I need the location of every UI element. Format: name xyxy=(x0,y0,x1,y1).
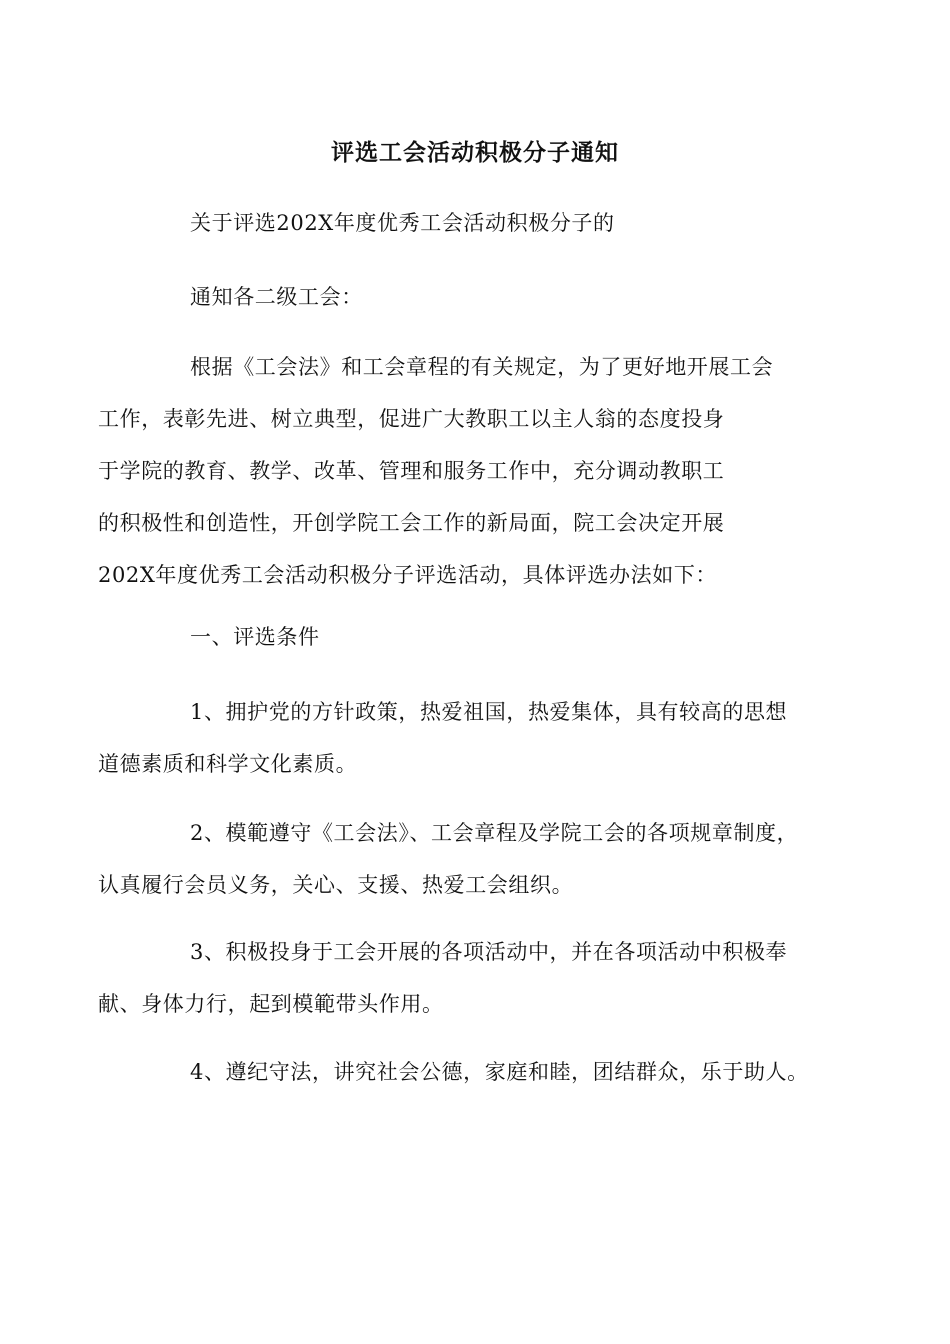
criteria-item-4 xyxy=(144,1046,814,1098)
paragraph-line: 根据《工会法》和工会章程的有关规定，为了更好地开展工会 xyxy=(190,355,774,379)
paragraph-line: 一、评选条件 xyxy=(190,625,320,649)
paragraph-subject xyxy=(144,197,814,249)
paragraph-line: 于学院的教育、教学、改革、管理和服务工作中，充分调动教职工 xyxy=(98,459,725,483)
paragraph-line: 关于评选202X年度优秀工会活动积极分子的 xyxy=(190,211,615,235)
paragraph-salutation xyxy=(144,271,814,323)
section-heading-criteria xyxy=(144,611,814,663)
document-title: 评选工会活动积极分子通知 xyxy=(331,139,619,166)
paragraph-line: 道德素质和科学文化素质。 xyxy=(98,752,358,776)
paragraph-line: 的积极性和创造性，开创学院工会工作的新局面，院工会决定开展 xyxy=(98,511,725,535)
paragraph-line: 4、遵纪守法，讲究社会公德，家庭和睦，团结群众，乐于助人。 xyxy=(190,1060,809,1084)
paragraph-line: 献、身体力行，起到模範带头作用。 xyxy=(98,992,444,1016)
paragraph-line: 3、积极投身于工会开展的各项活动中，并在各项活动中积极奉 xyxy=(190,940,788,964)
paragraph-line: 通知各二级工会： xyxy=(190,285,363,309)
criteria-item-1 xyxy=(98,686,814,790)
paragraph-line: 1、拥护党的方针政策，热爱祖国，热爱集体，具有较高的思想 xyxy=(190,700,788,724)
criteria-item-2 xyxy=(98,807,814,911)
paragraph-line: 2、模範遵守《工会法》、工会章程及学院工会的各项规章制度， xyxy=(190,821,799,845)
paragraph-body xyxy=(98,341,814,601)
paragraph-line: 202X年度优秀工会活动积极分子评选活动，具体评选办法如下： xyxy=(98,563,718,587)
paragraph-line: 工作，表彰先进、树立典型，促进广大教职工以主人翁的态度投身 xyxy=(98,407,725,431)
paragraph-line: 认真履行会员义务，关心、支援、热爱工会组织。 xyxy=(98,873,574,897)
criteria-item-3 xyxy=(98,926,814,1030)
